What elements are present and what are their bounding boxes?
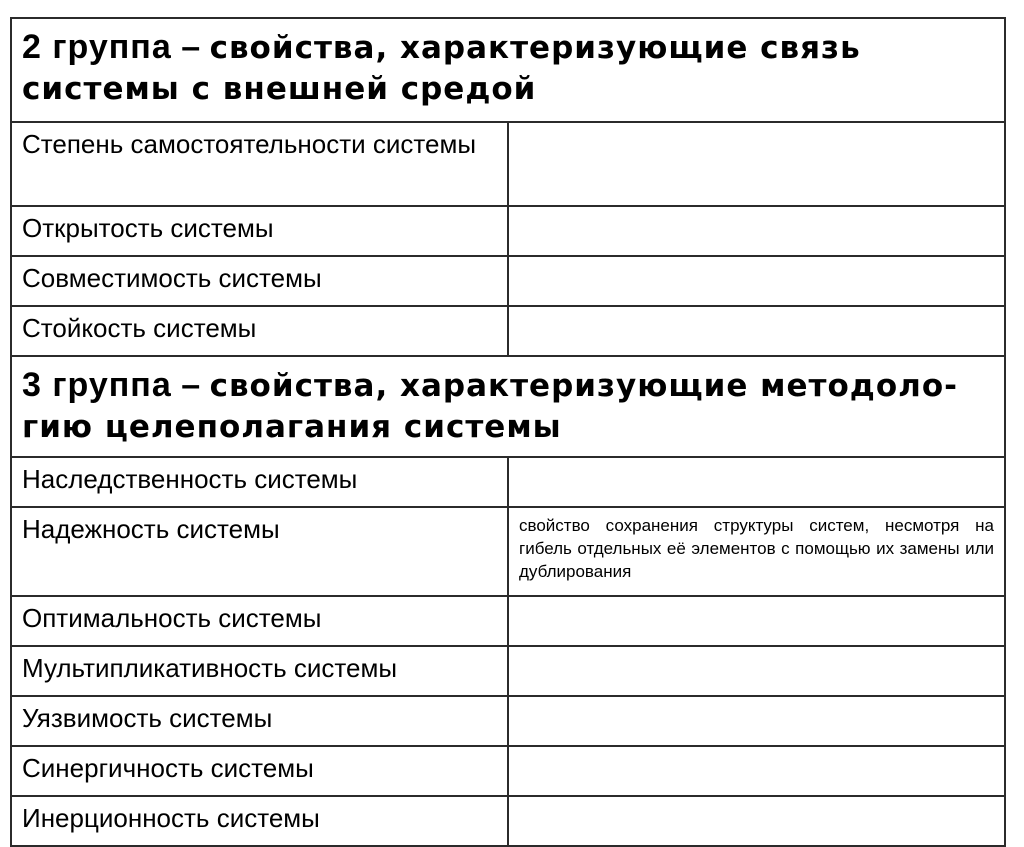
property-description-text: свойство сохранения структуры систем, несмотря на гибель отдельных её элементов с помощью их замены или дублирования: [519, 516, 994, 581]
property-description: [508, 256, 1005, 306]
property-description: [508, 457, 1005, 507]
property-description: [508, 206, 1005, 256]
table-row: [11, 696, 1005, 746]
table-row: [11, 746, 1005, 796]
property-name: Степень самостоятельности системы: [11, 122, 508, 206]
property-description-text: [509, 458, 1004, 464]
table-row: [11, 306, 1005, 356]
property-description-text: [509, 307, 1004, 313]
table-row: [11, 596, 1005, 646]
property-description: [508, 646, 1005, 696]
property-description-text: [509, 597, 1004, 603]
group-dash: –: [181, 28, 201, 66]
properties-table: [10, 17, 1006, 847]
property-name: Надежность системы: [11, 507, 508, 596]
group-number: 2 группа: [22, 28, 172, 66]
table-row: [11, 507, 1005, 596]
table-row: [11, 206, 1005, 256]
property-description-text: [509, 797, 1004, 803]
group-dash: –: [181, 366, 201, 404]
table-row: [11, 256, 1005, 306]
property-description-text: [509, 747, 1004, 753]
property-description: [508, 507, 1005, 596]
group-title: свойства, характеризующие связь системы с внешней средой: [22, 30, 861, 107]
table-row: [11, 457, 1005, 507]
table-row: [11, 122, 1005, 206]
table-row: [11, 646, 1005, 696]
property-name: Синергичность системы: [11, 746, 508, 796]
property-name: Оптимальность системы: [11, 596, 508, 646]
property-name: Открытость системы: [11, 206, 508, 256]
property-name: Стойкость системы: [11, 306, 508, 356]
table-row: [11, 796, 1005, 846]
property-description-text: [509, 697, 1004, 703]
property-name: Совместимость системы: [11, 256, 508, 306]
group-2-header: [11, 18, 1005, 122]
property-description: [508, 696, 1005, 746]
group-header-row: [11, 356, 1005, 457]
property-description: [508, 122, 1005, 206]
property-description-text: [509, 647, 1004, 653]
group-3-header: [11, 356, 1005, 457]
property-description-text: [509, 207, 1004, 213]
property-description: [508, 796, 1005, 846]
property-description: [508, 306, 1005, 356]
group-header-row: [11, 18, 1005, 122]
property-name: Наследственность системы: [11, 457, 508, 507]
property-name: Мультипликативность системы: [11, 646, 508, 696]
group-title: свойства, характеризующие методоло-гию целеполагания системы: [22, 368, 958, 445]
property-name: Инерционность системы: [11, 796, 508, 846]
property-description-text: [509, 123, 1004, 129]
property-description: [508, 746, 1005, 796]
property-description: [508, 596, 1005, 646]
property-name: Уязвимость системы: [11, 696, 508, 746]
group-number: 3 группа: [22, 366, 172, 404]
property-description-text: [509, 257, 1004, 263]
